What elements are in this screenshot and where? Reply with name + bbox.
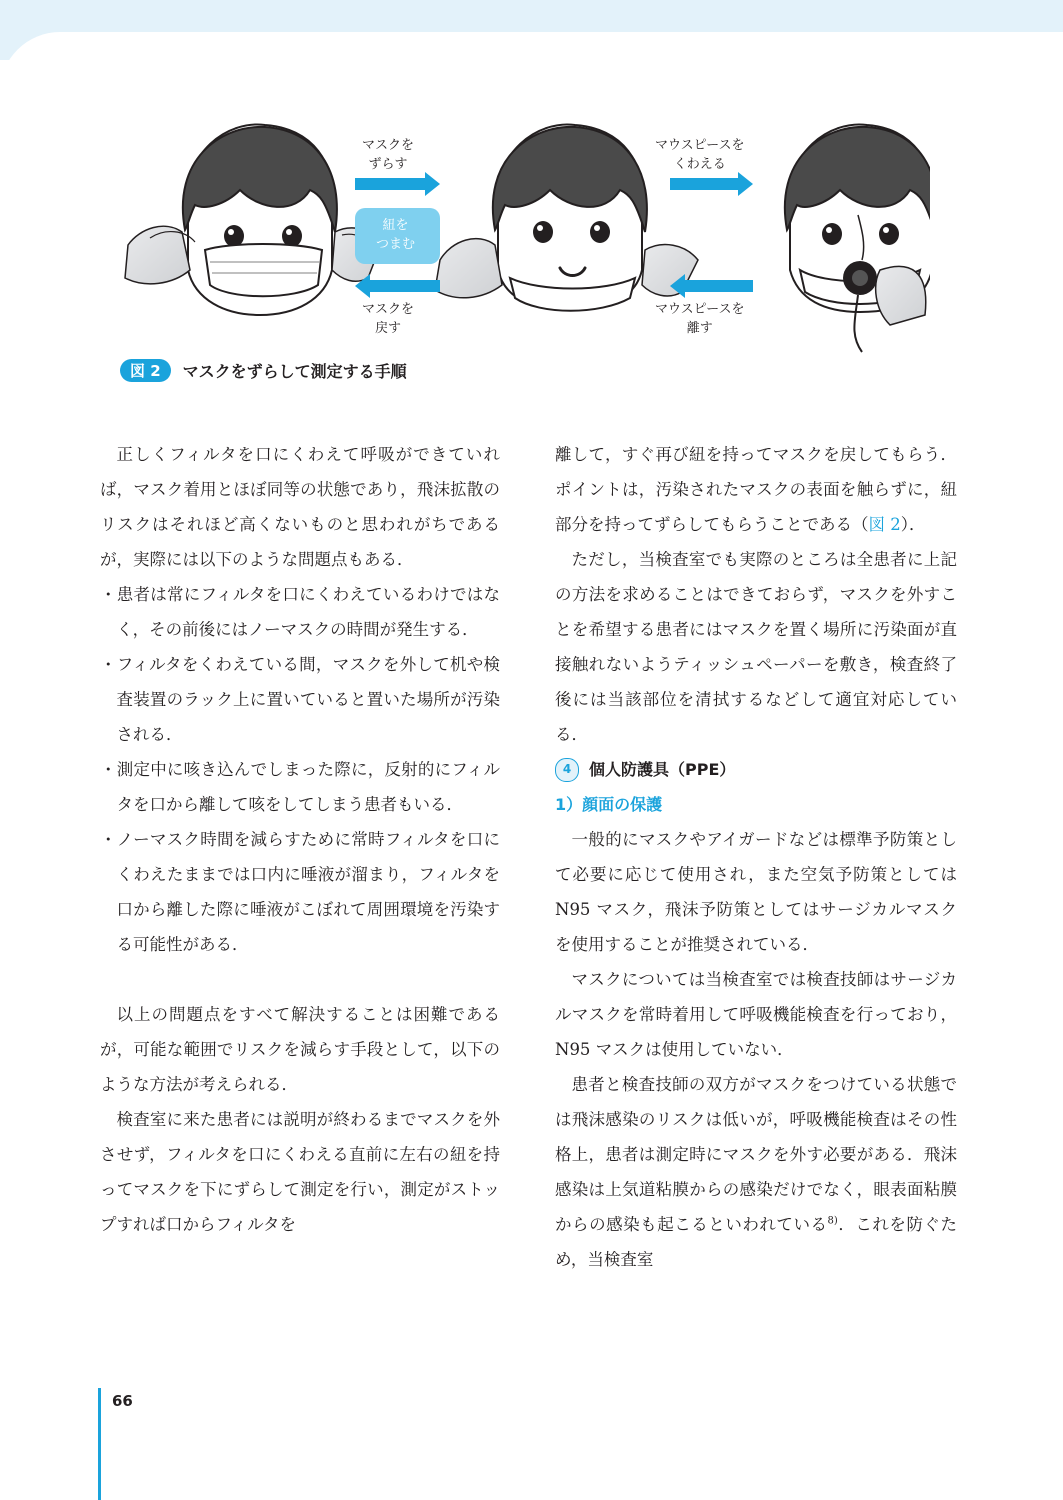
face-masked: [125, 124, 382, 315]
paragraph-text: 患者と検査技師の双方がマスクをつけている状態では飛沫感染のリスクは低いが，呼吸機能検査はその性格上，患者は測定時にマスクを外す必要がある．飛沫感染は上気道粘膜からの感染だけでなく，眼表面粘膜からの感染も起こるといわれている: [555, 1075, 957, 1234]
header-band-curve: [0, 32, 1063, 92]
paragraph: [555, 1067, 957, 1277]
arrow-mouthpiece-release: [670, 274, 753, 298]
paragraph: 一般的にマスクやアイガードなどは標準予防策として必要に応じて使用され，また空気予防策としては N95 マスク，飛沫予防策としてはサージカルマスクを使用することが推奨されている．: [555, 830, 957, 954]
figure-caption-text: マスクをずらして測定する手順: [182, 361, 407, 381]
label-pinch-string: 紐を つまむ: [376, 218, 416, 252]
left-column: [100, 437, 500, 1242]
face-mouthpiece: [785, 124, 930, 352]
bullet-item: ・測定中に咳き込んでしまった際に，反射的にフィルタを口から離して咳をしてしまう患者もいる．: [100, 760, 500, 814]
label-mouthpiece-take: マウスピースを くわえる: [655, 138, 745, 172]
figure-reference-link[interactable]: 図 2: [868, 515, 901, 534]
label-mouthpiece-release: マウスピースを 離す: [655, 302, 745, 336]
page-margin-bar: [98, 1388, 101, 1500]
arrow-mask-return: [355, 274, 440, 298]
paragraph: 検査室に来た患者には説明が終わるまでマスクを外させず，フィルタを口にくわえる直前に左右の紐を持ってマスクを下にずらして測定を行い，測定がストップすれば口からフィルタを: [100, 1110, 500, 1234]
paragraph-text: ）．: [900, 515, 926, 534]
subsection-heading: 1）顔面の保護: [555, 795, 663, 814]
section-number: 4: [555, 758, 579, 782]
paragraph: ただし，当検査室でも実際のところは全患者に上記の方法を求めることはできておらず，マスクを外すことを希望する患者にはマスクを置く場所に汚染面が直接触れないようティッシュペーパーを敷き，検査終了後には当該部位を清拭するなどして適宜対応している．: [555, 550, 957, 744]
page-number: 66: [112, 1392, 133, 1410]
paragraph: 以上の問題点をすべて解決することは困難であるが，可能な範囲でリスクを減らす手段として，以下のような方法が考えられる．: [100, 1005, 500, 1094]
figure-illustration: [110, 120, 930, 360]
bullet-item: ・ノーマスク時間を減らすために常時フィルタを口にくわえたままでは口内に唾液が溜まり，フィルタを口から離した際に唾液がこぼれて周囲環境を汚染する可能性がある．: [100, 830, 500, 954]
bullet-item: ・患者は常にフィルタを口にくわえているわけではなく，その前後にはノーマスクの時間が発生する．: [100, 585, 500, 639]
bullet-item: ・フィルタをくわえている間，マスクを外して机や検査装置のラック上に置いていると置いた場所が汚染される．: [100, 655, 500, 744]
figure-2: [110, 120, 930, 360]
section-heading: [555, 752, 957, 787]
section-title: 個人防護具（PPE）: [589, 760, 736, 779]
arrow-mask-lower: [355, 172, 440, 196]
label-mask-lower: マスクを ずらす: [362, 138, 415, 172]
paragraph-text: 離して，すぐ再び紐を持ってマスクを戻してもらう．ポイントは，汚染されたマスクの表面を触らずに，紐部分を持ってずらしてもらうことである（: [555, 445, 957, 534]
paragraph: マスクについては当検査室では検査技師はサージカルマスクを常時着用して呼吸機能検査を行っており，N95 マスクは使用していない．: [555, 970, 957, 1059]
paragraph: [555, 437, 957, 542]
paragraph-text: ．これを防ぐため，当検査室: [555, 1215, 958, 1269]
spacer: [100, 962, 500, 997]
arrow-mouthpiece-take: [670, 172, 753, 196]
label-mask-return: マスクを 戻す: [362, 302, 415, 336]
citation-reference[interactable]: 8): [827, 1215, 838, 1227]
right-column: [555, 437, 957, 1277]
figure-number-badge: 図 2: [120, 359, 171, 382]
paragraph: 正しくフィルタを口にくわえて呼吸ができていれば，マスク着用とほぼ同等の状態であり，飛沫拡散のリスクはそれほど高くないものと思われがちであるが，実際には以下のような問題点もある．: [100, 445, 500, 569]
figure-caption: [120, 358, 407, 382]
